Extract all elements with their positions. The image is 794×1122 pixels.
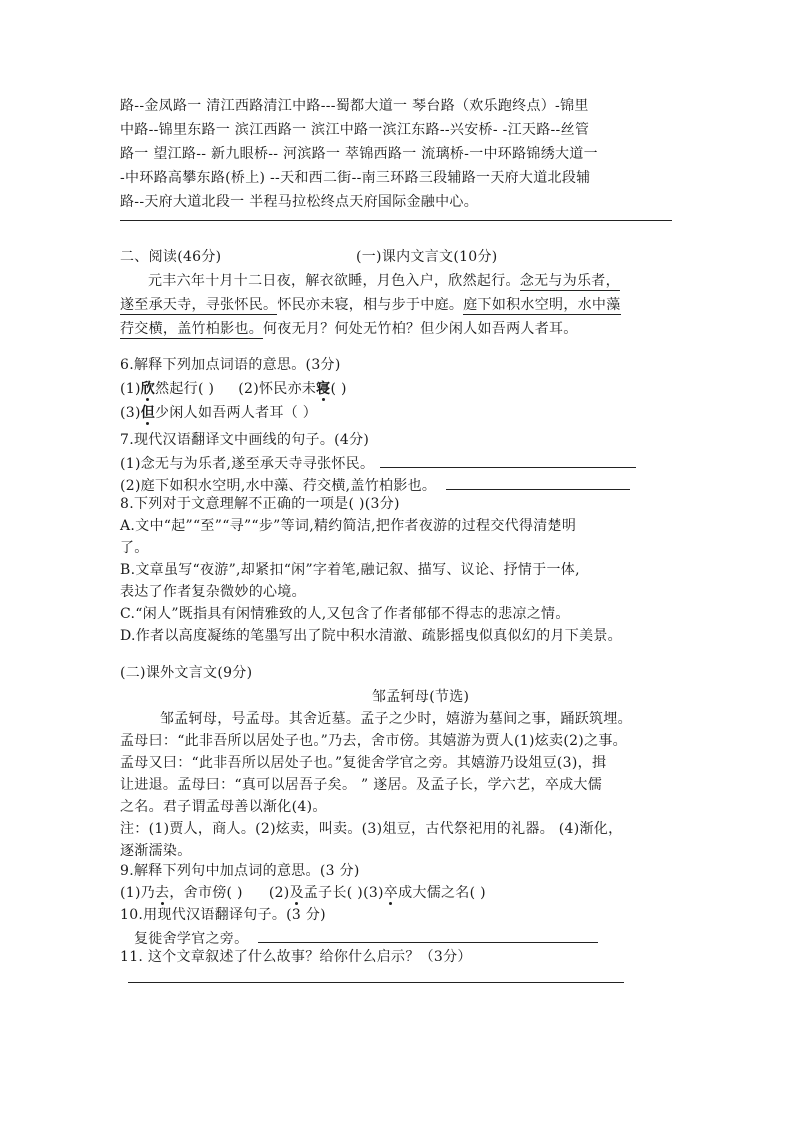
underlined-sentence-2: 庭下如积水空明，水中藻 <box>463 297 621 313</box>
q8-option-c[interactable]: C.“闲人”既指具有闲情雅致的人,又包含了作者郁郁不得志的悲凉之情。 <box>120 606 570 622</box>
q8-option-b-line-1[interactable]: B.文章虽写“夜游”,却紧扣“闲”字着笔,融记叙、描写、议论、抒情于一体, <box>120 562 580 578</box>
q6-item-2-prefix: (2)怀民亦未 <box>238 381 317 397</box>
q6-dotted-word-2: 寝 <box>316 381 331 397</box>
q6-item-3-prefix: (3) <box>120 405 141 421</box>
q6-item-3-blank[interactable]: 少闲人如吾两人者耳（ ） <box>155 405 318 421</box>
q11-answer-line[interactable] <box>128 982 624 983</box>
q9-dotted-word-3: 卒 <box>383 885 399 901</box>
underlined-sentence-1: 念无与为乐者， <box>519 273 620 289</box>
passage-line-3 <box>120 320 578 338</box>
q9-item-3-blank[interactable]: 成大儒之名( ) <box>398 885 486 901</box>
passage2-line-1: 邹孟轲母，号孟母。其舍近墓。孟子之少时，嬉游为墓间之事，踊跃筑埋。 <box>160 711 632 727</box>
question-7-sentence-2 <box>120 475 630 495</box>
underlined-sentence-1-cont: 遂至承天寺，寻张怀民。 <box>120 297 278 313</box>
q9-item-1-blank[interactable]: ，舍市傍( ) <box>169 885 243 901</box>
subsection-heading-1: (一)课内文言文(10分) <box>356 249 498 265</box>
passage-line-1 <box>148 272 620 290</box>
question-10-stem: 10.用现代汉语翻译句子。(3 分) <box>120 907 326 923</box>
q6-item-1-prefix: (1) <box>120 381 141 397</box>
q9-item-2-blank[interactable]: 孟子长( ) <box>303 885 364 901</box>
route-line-3: 路一 望江路-- 新九眼桥-- 河滨路一 萃锦西路一 流璃桥-一中环路锦绣大道一 <box>120 146 598 162</box>
passage-text: 怀民亦未寝，相与步于中庭。 <box>277 297 464 313</box>
question-6-stem: 6.解释下列加点词语的意思。(3分) <box>120 357 341 373</box>
passage-line-2 <box>120 296 621 314</box>
route-line-1: 路--金凤路一 清江西路清江中路---蜀都大道一 琴台路（欢乐跑终点）-锦里 <box>120 98 589 114</box>
route-line-5: 路--天府大道北段一 半程马拉松终点天府国际金融中心。 <box>120 194 479 210</box>
underlined-sentence-2-cont: 荇交横，盖竹柏影也。 <box>120 321 263 337</box>
passage-text: 何夜无月？何处无竹柏？但少闲人如吾两人者耳。 <box>263 321 578 337</box>
q9-dotted-word-2: 及 <box>289 885 304 901</box>
notes-line-1: 注：(1)贾人，商人。(2)炫卖，叫卖。(3)俎豆，古代祭祀用的礼器。 (4)渐化， <box>120 821 623 837</box>
q7-sentence-2-text: (2)庭下如积水空明,水中藻、荇交横,盖竹柏影也。 <box>120 478 437 494</box>
question-7-sentence-1 <box>120 453 636 473</box>
q6-dotted-word-3: 但 <box>140 405 156 421</box>
question-8-stem: 8.下列对于文意理解不正确的一项是( )(3分) <box>120 496 400 512</box>
question-11-stem: 11. 这个文章叙述了什么故事？给你什么启示？（3分） <box>120 949 472 965</box>
passage2-line-2: 孟母曰：“此非吾所以居处子也。”乃去，舍市傍。其嬉游为贾人(1)炫卖(2)之事。 <box>120 733 627 749</box>
q7-answer-line-1[interactable] <box>380 453 636 468</box>
q6-item-2-blank[interactable]: ( ) <box>330 381 347 397</box>
route-line-2: 中路--锦里东路一 滨江西路一 滨江中路一滨江东路--兴安桥- -江天路--丝管 <box>120 122 590 138</box>
q7-answer-line-2[interactable] <box>446 475 630 490</box>
route-line-4: -中环路高攀东路(桥上) --天和西二街--南三环路三段辅路一天府大道北段辅 <box>120 170 591 186</box>
passage2-line-3: 孟母又曰：“此非吾所以居处子也。”复徙舍学官之旁。其嬉游乃设俎豆(3)，揖 <box>120 755 607 771</box>
q7-sentence-1-text: (1)念无与为乐者,遂至承天寺寻张怀民。 <box>120 456 375 472</box>
notes-line-2: 逐渐濡染。 <box>120 843 192 859</box>
section-divider <box>120 220 672 221</box>
question-9-items <box>120 884 486 902</box>
section-heading: 二、阅读(46分) <box>120 249 222 265</box>
q8-option-a-line-2: 了。 <box>120 540 149 556</box>
q6-dotted-word-1: 欣 <box>140 381 156 397</box>
question-7-stem: 7.现代汉语翻译文中画线的句子。(4分) <box>120 432 370 448</box>
q10-sentence-text: 复徙舍学官之旁。 <box>134 931 249 947</box>
q10-answer-line[interactable] <box>258 928 598 943</box>
passage2-line-5: 之名。君子谓孟母善以渐化(4)。 <box>120 799 327 815</box>
q8-option-a-line-1[interactable]: A.文中“起”“至”“寻”“步”等词,精约简洁,把作者夜游的过程交代得清楚明 <box>120 518 577 534</box>
q9-item-1-prefix: (1)乃 <box>120 885 156 901</box>
question-6-items <box>120 380 347 398</box>
q9-item-2-prefix: (2) <box>268 885 290 901</box>
q8-option-d[interactable]: D.作者以高度凝练的笔墨写出了院中积水清澈、疏影摇曳似真似幻的月下美景。 <box>120 628 622 644</box>
passage-title: 邹孟轲母(节选) <box>372 689 470 705</box>
subsection-heading-2: (二)课外文言文(9分) <box>120 665 253 681</box>
q9-dotted-word-1: 去 <box>155 885 170 901</box>
question-9-stem: 9.解释下列句中加点词的意思。(3 分) <box>120 863 360 879</box>
question-6-item-3 <box>120 404 317 422</box>
question-10-sentence <box>134 928 598 948</box>
passage-text: 元丰六年十月十二日夜，解衣欲睡，月色入户，欣然起行。 <box>148 273 520 289</box>
q6-item-1-blank[interactable]: 然起行( ) <box>155 381 215 397</box>
q9-item-3-prefix: (3) <box>363 885 384 901</box>
passage2-line-4: 让进退。孟母曰：“真可以居吾子矣。 ” 遂居。及孟子长，学六艺，卒成大儒 <box>120 777 603 793</box>
q8-option-b-line-2: 表达了作者复杂微妙的心境。 <box>120 584 306 600</box>
